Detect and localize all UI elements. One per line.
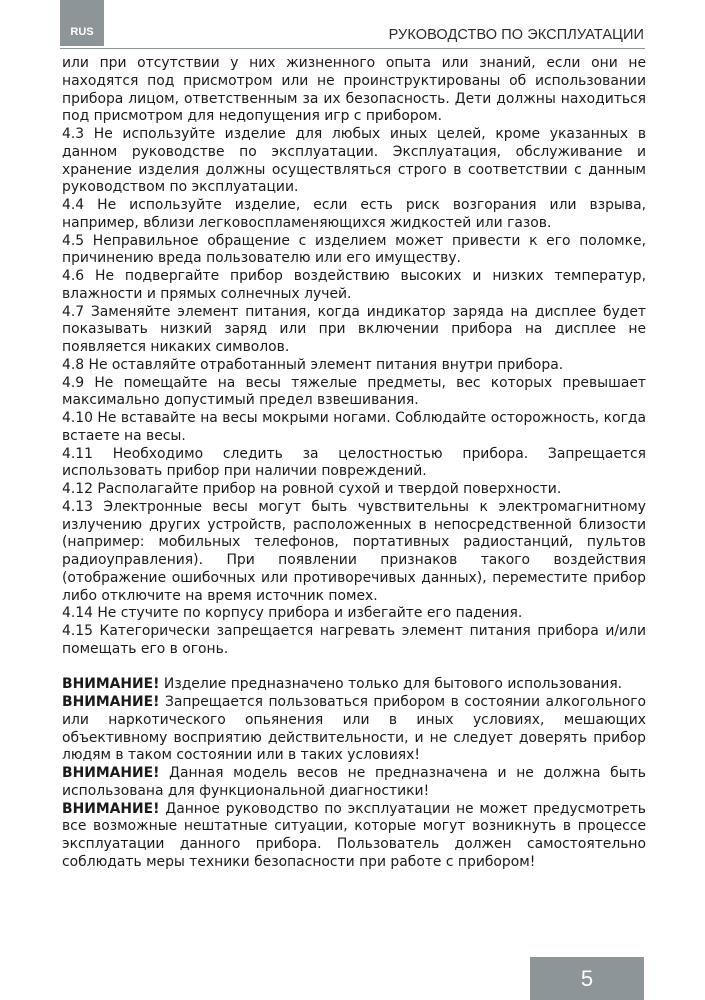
clause-4-14: 4.14 Не стучите по корпусу прибора и избегайте его падения. — [62, 605, 523, 622]
clause-4-6: 4.6 Не подвергайте прибор воздействию высоких и низких температур, влажности и прямых солнечных лучей. — [62, 268, 646, 302]
warning-text: Данное руководство по эксплуатации не может предусмотреть все возможные нештатные ситуации, которые могут возникнуть в процессе эксплуатации данного прибора. Пользователь должен самостоятельно соблюдать меры техники безопасности при работе с прибором! — [62, 800, 646, 870]
language-label: RUS — [70, 26, 94, 38]
clause-4-4: 4.4 Не используйте изделие, если есть риск возгорания или взрыва, например, вблизи легковоспламеняющихся жидкостей или газов. — [62, 197, 646, 231]
clause-4-15: 4.15 Категорически запрещается нагревать элемент питания прибора и/или помещать его в огонь. — [62, 623, 646, 657]
warning-diagnostics — [62, 765, 646, 801]
warning-label: ВНИМАНИЕ! — [62, 765, 160, 781]
warning-text: Данная модель весов не предназначена и не должна быть использована для функциональной диагностики! — [62, 765, 646, 799]
manual-body — [62, 55, 646, 872]
language-tab — [60, 0, 104, 46]
clause-4-8: 4.8 Не оставляйте отработанный элемент питания внутри прибора. — [62, 356, 564, 373]
page-header-title: РУКОВОДСТВО ПО ЭКСПЛУАТАЦИИ — [388, 27, 644, 43]
warning-household — [62, 676, 646, 694]
clause-4-5: 4.5 Неправильное обращение с изделием может привести к его поломке, причинению вреда пользователю или его имуществу. — [62, 232, 646, 267]
clause-4-13: 4.13 Электронные весы могут быть чувствительны к электромагнитному излучению других устройств, расположенных в непосредственной близости (например: мобильных телефонов, портативных радиостанций, пультов радиоуправления). При появлении признаков такого воздействия (отображение ошибочных или противоречивых данных), переместите прибор либо отключите на время источник помех. — [62, 498, 646, 604]
section-gap — [62, 659, 646, 677]
clause-4-10: 4.10 Не вставайте на весы мокрыми ногами. Соблюдайте осторожность, когда встаете на весы. — [62, 410, 646, 444]
clause-4-11: 4.11 Необходимо следить за целостностью прибора. Запрещается использовать прибор при наличии повреждений. — [62, 445, 646, 480]
warning-intoxication — [62, 694, 646, 765]
clause-4-9: 4.9 Не помещайте на весы тяжелые предметы, вес которых превышает максимально допустимый предел взвешивания. — [62, 374, 646, 409]
warning-safety — [62, 801, 646, 872]
clause-4-3: 4.3 Не используйте изделие для любых иных целей, кроме указанных в данном руководстве по эксплуатации. Эксплуатация, обслуживание и хранение изделия должны осуществляться строго в соответствии с данным руководством по эксплуатации. — [62, 126, 646, 196]
clause-4-12: 4.12 Располагайте прибор на ровной сухой и твердой поверхности. — [62, 481, 562, 497]
warning-text: Запрещается пользоваться прибором в состоянии алкогольного или наркотического опьянения или в иных условиях, мешающих объективному восприятию действительности, и не следует доверять прибор людям в таком состоянии или в таких условиях! — [62, 694, 647, 764]
warning-label: ВНИМАНИЕ! — [62, 676, 160, 693]
clause-4-7: 4.7 Заменяйте элемент питания, когда индикатор заряда на дисплее будет показывать низкий заряд или при включении прибора на дисплее не появляется никаких символов. — [62, 303, 646, 355]
warning-text: Изделие предназначено только для бытового использования. — [163, 676, 623, 693]
paragraph-continuation: или при отсутствии у них жизненного опыта или знаний, если они не находятся под присмотром или не проинструктированы об использовании прибора лицом, ответственным за их безопасность. Дети должны находиться под присмотром для недопущения игр с прибором. — [62, 55, 646, 125]
warning-label: ВНИМАНИЕ! — [62, 800, 160, 817]
page-number: 5 — [580, 965, 594, 991]
header-divider — [60, 48, 645, 49]
page-number-box — [530, 957, 644, 1000]
warning-label: ВНИМАНИЕ! — [62, 694, 160, 710]
